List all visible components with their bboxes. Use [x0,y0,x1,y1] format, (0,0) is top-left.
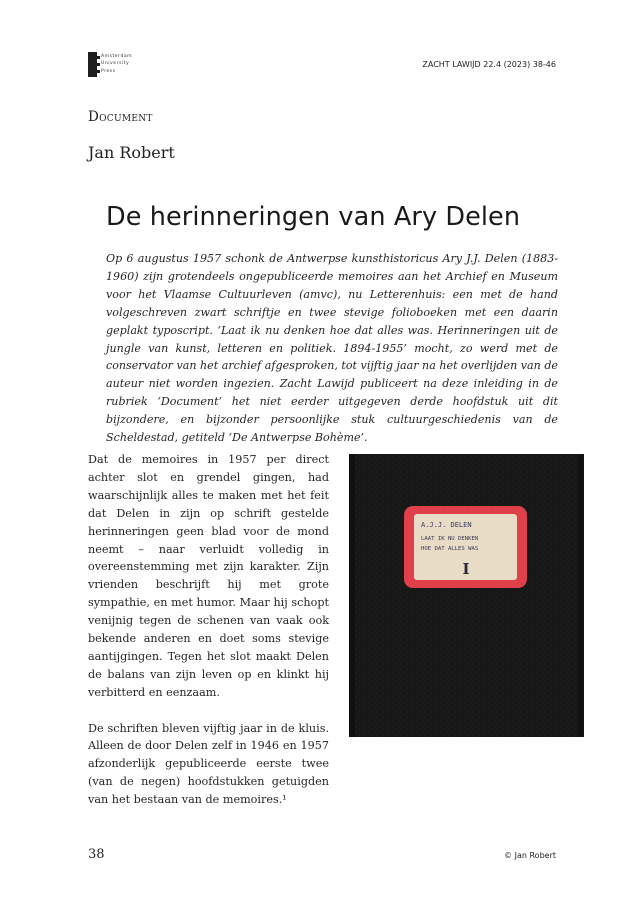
body-paragraph: De schriften bleven vijftig jaar in de kluis. Alleen de door Delen zelf in 1946 en 1957 afzonderlijk gepubliceerde eerste twee (van de negen) hoofdstukken getuigden van het bestaan van de memoires.¹ [88,721,329,807]
journal-reference: ZACHT LAWIJD 22.4 (2023) 38-46 [422,60,556,69]
notebook-photo [349,454,584,737]
label-line: LAAT IK NU DENKEN [421,536,479,542]
page-number: 38 [88,847,105,862]
logo-line: Amsterdam [101,54,133,59]
publisher-logo-text [101,53,132,75]
publisher-logo-mark [88,52,97,77]
notebook-cover-illustration [349,454,584,737]
logo-line: University [101,61,130,67]
article-intro: Op 6 augustus 1957 schonk de Antwerpse kunsthistoricus Ary J.J. Delen (1883-1960) zijn grotendeels ongepubliceerde memoires aan het Archief en Museum voor het Vlaamse Cultuurleven (amvc), nu Letterenhuis: een met de hand volgeschreven zwart schriftje en twee stevige folioboeken met een daarin geplakt typoscript. ‘Laat ik nu denken hoe dat alles was. Herinneringen uit de jungle van kunst, letteren en politiek. 1894-1955’ mocht, zo werd met de conservator van het archief afgesproken, tot vijftig jaar na het overlijden van de auteur niet worden ingezien. Zacht Lawijd publiceert na deze inleiding in de rubriek ‘Document’ het niet eerder uitgegeven derde hoofdstuk uit dit bijzondere, en bijzonder persoonlijke stuk cultuurgeschiedenis van de Scheldestad, getiteld ‘De Antwerpse Bohème’. [106,252,558,445]
section-label: Document [88,109,153,125]
label-line: A.J.J. DELEN [421,521,472,529]
notebook-label [404,506,527,588]
label-line: HOE DAT ALLES WAS [421,546,479,552]
author-name: Jan Robert [88,143,175,162]
label-line: I [462,560,470,578]
article-title: De herinneringen van Ary Delen [106,202,521,232]
copyright-notice: © Jan Robert [504,851,556,860]
publisher-logo [88,52,148,78]
body-paragraph: Dat de memoires in 1957 per direct achter slot en grendel gingen, had waarschijnlijk alles te maken met het feit dat Delen in zijn op schrift gestelde herinneringen geen blad voor de mond neemt – naar verluidt volledig in overeenstemming met zijn karakter. Zijn vrienden beschrijft hij met grote sympathie, en met humor. Maar hij schopt venijnig tegen de schenen van vaak ook bekende anderen en doet soms stevige aantijgingen. Tegen het slot maakt Delen de balans van zijn leven op en klinkt hij verbitterd en eenzaam. [88,453,329,699]
logo-line: Press [101,68,116,74]
article-body [88,451,329,827]
